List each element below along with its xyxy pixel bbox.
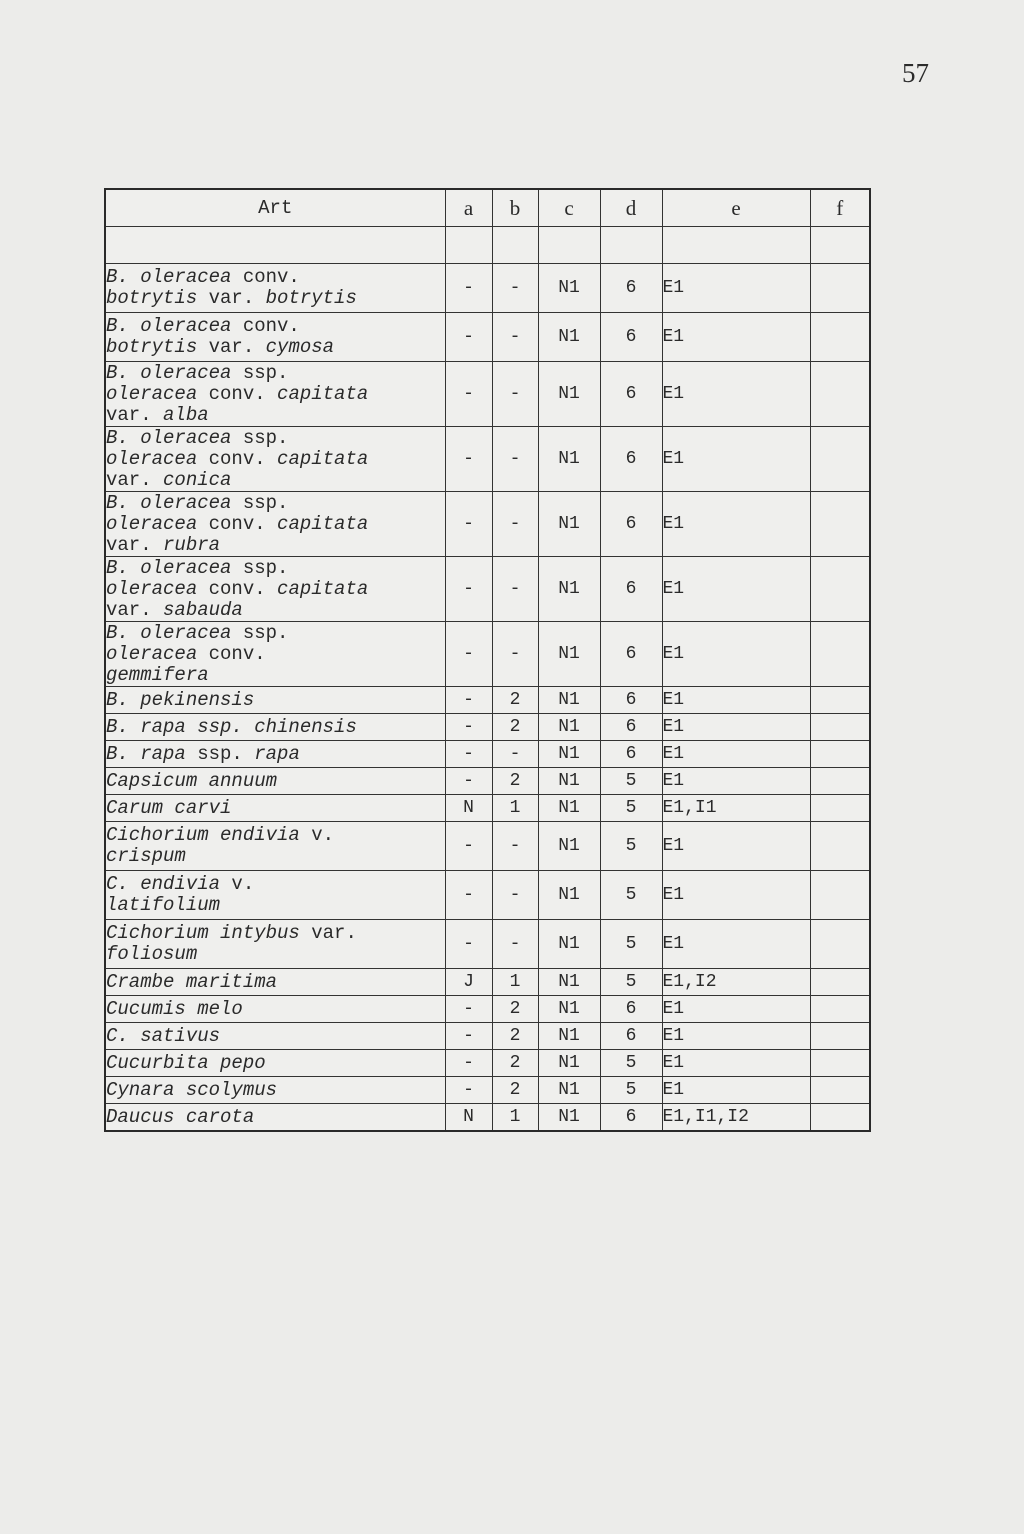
species-name-cell <box>105 1050 445 1077</box>
taxon-name-text: Cichorium endivia <box>106 824 312 846</box>
value-cell-e: E1 <box>662 1050 810 1077</box>
value-cell-e: E1,I1,I2 <box>662 1104 810 1132</box>
taxon-name-text: Carum carvi <box>106 796 232 819</box>
value-cell-c: N1 <box>538 969 600 996</box>
value-cell-d: 5 <box>600 1077 662 1104</box>
header-row <box>105 189 870 227</box>
species-name-cell <box>105 795 445 822</box>
value-cell-c: N1 <box>538 822 600 871</box>
rank-text: ssp. <box>242 361 289 384</box>
species-name-line <box>106 825 445 846</box>
value-cell-a: N <box>445 795 492 822</box>
value-cell-f <box>810 996 870 1023</box>
species-name-line <box>106 337 445 358</box>
value-cell-e: E1 <box>662 427 810 492</box>
species-name-cell <box>105 871 445 920</box>
value-cell-a: - <box>445 1023 492 1050</box>
species-name-line <box>106 999 445 1020</box>
taxon-name-text: capitata <box>277 577 369 600</box>
empty-cell <box>105 227 445 264</box>
taxon-name-text: B. oleracea <box>106 491 243 514</box>
taxon-name-text: latifolium <box>106 894 221 916</box>
taxon-name-text: oleracea <box>106 447 209 470</box>
value-cell-f <box>810 264 870 313</box>
species-name-line <box>106 384 445 405</box>
species-name-cell <box>105 920 445 969</box>
value-cell-a: - <box>445 313 492 362</box>
species-name-line <box>106 514 445 535</box>
table-row <box>105 492 870 557</box>
species-name-cell <box>105 427 445 492</box>
taxon-name-text: C. endivia <box>106 873 232 895</box>
taxon-name-text: gemmifera <box>106 663 209 686</box>
table-row <box>105 768 870 795</box>
value-cell-b: - <box>492 920 538 969</box>
species-name-line <box>106 895 445 916</box>
value-cell-b: - <box>492 557 538 622</box>
species-name-line <box>106 944 445 965</box>
value-cell-d: 6 <box>600 996 662 1023</box>
taxon-name-text: botrytis <box>265 287 357 309</box>
species-name-line <box>106 288 445 309</box>
value-cell-b: 2 <box>492 1050 538 1077</box>
value-cell-d: 6 <box>600 741 662 768</box>
value-cell-a: - <box>445 714 492 741</box>
value-cell-a: - <box>445 996 492 1023</box>
taxon-name-text: cymosa <box>265 336 335 358</box>
rank-text: ssp. <box>242 491 289 514</box>
taxon-name-text: oleracea <box>106 642 209 665</box>
value-cell-f <box>810 768 870 795</box>
taxon-name-text: B. oleracea <box>106 315 243 337</box>
value-cell-b: - <box>492 741 538 768</box>
species-name-cell <box>105 687 445 714</box>
value-cell-a: - <box>445 427 492 492</box>
value-cell-a: - <box>445 687 492 714</box>
species-name-cell <box>105 622 445 687</box>
taxon-name-text: capitata <box>277 512 369 535</box>
species-table <box>104 188 871 1132</box>
value-cell-a: - <box>445 822 492 871</box>
value-cell-c: N1 <box>538 687 600 714</box>
value-cell-c: N1 <box>538 362 600 427</box>
value-cell-c: N1 <box>538 996 600 1023</box>
rank-text: conv. <box>242 315 300 337</box>
empty-cell <box>492 227 538 264</box>
value-cell-e: E1,I2 <box>662 969 810 996</box>
taxon-name-text: Daucus carota <box>106 1105 255 1128</box>
value-cell-f <box>810 1104 870 1132</box>
value-cell-c: N1 <box>538 741 600 768</box>
species-name-cell <box>105 768 445 795</box>
value-cell-a: - <box>445 741 492 768</box>
value-cell-d: 6 <box>600 687 662 714</box>
value-cell-f <box>810 969 870 996</box>
value-cell-e: E1 <box>662 871 810 920</box>
taxon-name-text: B. oleracea <box>106 266 243 288</box>
empty-cell <box>662 227 810 264</box>
species-name-line <box>106 493 445 514</box>
value-cell-f <box>810 795 870 822</box>
value-cell-d: 6 <box>600 264 662 313</box>
value-cell-f <box>810 822 870 871</box>
value-cell-d: 5 <box>600 871 662 920</box>
value-cell-e: E1 <box>662 768 810 795</box>
value-cell-b: - <box>492 822 538 871</box>
species-name-cell <box>105 492 445 557</box>
species-name-line <box>106 428 445 449</box>
taxon-name-text: oleracea <box>106 382 209 405</box>
taxon-name-text: rubra <box>163 533 221 556</box>
rank-text: var. <box>311 922 357 944</box>
value-cell-a: - <box>445 768 492 795</box>
species-name-cell <box>105 741 445 768</box>
rank-text: ssp. <box>242 426 289 449</box>
value-cell-e: E1 <box>662 687 810 714</box>
species-name-line <box>106 846 445 867</box>
value-cell-a: N <box>445 1104 492 1132</box>
value-cell-f <box>810 313 870 362</box>
species-name-cell <box>105 557 445 622</box>
rank-text: conv. <box>242 266 300 288</box>
value-cell-f <box>810 741 870 768</box>
header-b: b <box>492 189 538 227</box>
value-cell-b: - <box>492 427 538 492</box>
value-cell-c: N1 <box>538 768 600 795</box>
rank-text: var. <box>208 287 266 309</box>
species-name-line <box>106 771 445 792</box>
taxon-name-text: Cichorium intybus <box>106 922 312 944</box>
value-cell-f <box>810 920 870 969</box>
species-name-line <box>106 874 445 895</box>
value-cell-a: - <box>445 1050 492 1077</box>
value-cell-d: 6 <box>600 557 662 622</box>
value-cell-f <box>810 362 870 427</box>
rank-text: conv. <box>208 577 278 600</box>
value-cell-d: 6 <box>600 714 662 741</box>
rank-text: var. <box>106 468 164 491</box>
species-name-line <box>106 1026 445 1047</box>
value-cell-b: 2 <box>492 1077 538 1104</box>
value-cell-e: E1 <box>662 622 810 687</box>
value-cell-f <box>810 492 870 557</box>
value-cell-c: N1 <box>538 264 600 313</box>
value-cell-c: N1 <box>538 313 600 362</box>
value-cell-e: E1 <box>662 714 810 741</box>
table-row <box>105 871 870 920</box>
value-cell-d: 5 <box>600 795 662 822</box>
species-name-line <box>106 558 445 579</box>
taxon-name-text: capitata <box>277 447 369 470</box>
rank-text: var. <box>208 336 266 358</box>
taxon-name-text: B. oleracea <box>106 361 243 384</box>
species-name-line <box>106 1080 445 1101</box>
value-cell-b: 1 <box>492 795 538 822</box>
value-cell-e: E1 <box>662 264 810 313</box>
value-cell-b: 2 <box>492 768 538 795</box>
species-name-line <box>106 623 445 644</box>
taxon-name-text: B. oleracea <box>106 426 243 449</box>
value-cell-a: - <box>445 264 492 313</box>
species-name-line <box>106 267 445 288</box>
table-row <box>105 822 870 871</box>
species-name-line <box>106 600 445 621</box>
page-number: 57 <box>902 58 929 88</box>
value-cell-e: E1 <box>662 920 810 969</box>
taxon-name-text: B. rapa <box>106 742 198 765</box>
value-cell-f <box>810 557 870 622</box>
value-cell-c: N1 <box>538 795 600 822</box>
rank-text: conv. <box>208 512 278 535</box>
value-cell-d: 5 <box>600 1050 662 1077</box>
value-cell-b: - <box>492 362 538 427</box>
value-cell-a: - <box>445 362 492 427</box>
rank-text: var. <box>106 403 164 426</box>
taxon-name-text: B. pekinensis <box>106 688 255 711</box>
value-cell-b: 1 <box>492 969 538 996</box>
value-cell-b: - <box>492 492 538 557</box>
value-cell-d: 5 <box>600 920 662 969</box>
value-cell-d: 5 <box>600 822 662 871</box>
table-row <box>105 1104 870 1132</box>
value-cell-b: 2 <box>492 714 538 741</box>
rank-text: ssp. <box>197 742 255 765</box>
species-name-cell <box>105 822 445 871</box>
value-cell-c: N1 <box>538 1023 600 1050</box>
value-cell-c: N1 <box>538 622 600 687</box>
species-name-line <box>106 470 445 491</box>
value-cell-f <box>810 1050 870 1077</box>
value-cell-d: 6 <box>600 1023 662 1050</box>
value-cell-b: 2 <box>492 996 538 1023</box>
table-row <box>105 622 870 687</box>
value-cell-e: E1 <box>662 492 810 557</box>
value-cell-c: N1 <box>538 920 600 969</box>
value-cell-e: E1 <box>662 362 810 427</box>
taxon-name-text: B. oleracea <box>106 556 243 579</box>
table-row <box>105 795 870 822</box>
empty-cell <box>600 227 662 264</box>
empty-cell <box>810 227 870 264</box>
species-name-line <box>106 717 445 738</box>
table-row <box>105 969 870 996</box>
value-cell-a: - <box>445 1077 492 1104</box>
value-cell-f <box>810 1023 870 1050</box>
value-cell-a: - <box>445 492 492 557</box>
rank-text: var. <box>106 533 164 556</box>
value-cell-d: 6 <box>600 427 662 492</box>
taxon-name-text: Crambe maritima <box>106 970 278 993</box>
species-name-cell <box>105 714 445 741</box>
table-row <box>105 714 870 741</box>
species-name-line <box>106 665 445 686</box>
taxon-name-text: alba <box>163 403 209 426</box>
taxon-name-text: conica <box>163 468 232 491</box>
table-row <box>105 557 870 622</box>
value-cell-e: E1 <box>662 741 810 768</box>
taxon-name-text: B. rapa ssp. chinensis <box>106 715 357 738</box>
rank-text: ssp. <box>242 621 289 644</box>
species-name-cell <box>105 362 445 427</box>
value-cell-e: E1 <box>662 822 810 871</box>
value-cell-a: - <box>445 871 492 920</box>
rank-text: conv. <box>208 382 278 405</box>
rank-text: conv. <box>208 447 278 470</box>
value-cell-d: 5 <box>600 969 662 996</box>
species-name-line <box>106 1053 445 1074</box>
species-name-line <box>106 923 445 944</box>
header-c: c <box>538 189 600 227</box>
table-row <box>105 1050 870 1077</box>
species-name-line <box>106 1107 445 1128</box>
species-name-line <box>106 449 445 470</box>
species-name-line <box>106 405 445 426</box>
taxon-name-text: Capsicum annuum <box>106 769 278 792</box>
value-cell-c: N1 <box>538 1104 600 1132</box>
table-row <box>105 1023 870 1050</box>
value-cell-e: E1 <box>662 313 810 362</box>
value-cell-f <box>810 687 870 714</box>
value-cell-b: - <box>492 871 538 920</box>
table-row <box>105 264 870 313</box>
species-name-line <box>106 363 445 384</box>
taxon-name-text: B. oleracea <box>106 621 243 644</box>
empty-spacer-row <box>105 227 870 264</box>
rank-text: var. <box>106 598 164 621</box>
value-cell-e: E1 <box>662 1023 810 1050</box>
value-cell-a: - <box>445 557 492 622</box>
table-row <box>105 427 870 492</box>
value-cell-f <box>810 1077 870 1104</box>
taxon-name-text: C. sativus <box>106 1024 221 1047</box>
value-cell-c: N1 <box>538 714 600 741</box>
empty-cell <box>538 227 600 264</box>
header-art: Art <box>105 189 445 227</box>
header-d: d <box>600 189 662 227</box>
value-cell-b: - <box>492 313 538 362</box>
rank-text: ssp. <box>242 556 289 579</box>
value-cell-c: N1 <box>538 492 600 557</box>
species-name-cell <box>105 1077 445 1104</box>
rank-text: conv. <box>208 642 266 665</box>
value-cell-b: - <box>492 622 538 687</box>
species-name-line <box>106 690 445 711</box>
taxon-name-text: Cucurbita pepo <box>106 1051 266 1074</box>
rank-text: v. <box>311 824 335 846</box>
taxon-name-text: oleracea <box>106 577 209 600</box>
value-cell-e: E1 <box>662 1077 810 1104</box>
species-name-cell <box>105 1104 445 1132</box>
species-name-line <box>106 744 445 765</box>
taxon-name-text: oleracea <box>106 512 209 535</box>
table-row <box>105 362 870 427</box>
value-cell-c: N1 <box>538 1050 600 1077</box>
value-cell-b: - <box>492 264 538 313</box>
value-cell-e: E1,I1 <box>662 795 810 822</box>
taxon-name-text: botrytis <box>106 287 209 309</box>
value-cell-b: 1 <box>492 1104 538 1132</box>
value-cell-b: 2 <box>492 687 538 714</box>
value-cell-a: - <box>445 622 492 687</box>
value-cell-a: J <box>445 969 492 996</box>
species-name-cell <box>105 264 445 313</box>
table-row <box>105 996 870 1023</box>
value-cell-f <box>810 871 870 920</box>
species-name-line <box>106 535 445 556</box>
value-cell-c: N1 <box>538 557 600 622</box>
header-a: a <box>445 189 492 227</box>
table-row <box>105 1077 870 1104</box>
species-name-cell <box>105 313 445 362</box>
value-cell-e: E1 <box>662 996 810 1023</box>
species-name-line <box>106 579 445 600</box>
value-cell-c: N1 <box>538 427 600 492</box>
taxon-name-text: sabauda <box>163 598 243 621</box>
species-name-cell <box>105 969 445 996</box>
species-name-cell <box>105 996 445 1023</box>
table-row <box>105 313 870 362</box>
taxon-name-text: foliosum <box>106 943 198 965</box>
value-cell-c: N1 <box>538 871 600 920</box>
value-cell-b: 2 <box>492 1023 538 1050</box>
species-name-cell <box>105 1023 445 1050</box>
value-cell-d: 6 <box>600 362 662 427</box>
value-cell-d: 6 <box>600 622 662 687</box>
species-name-line <box>106 644 445 665</box>
header-e: e <box>662 189 810 227</box>
taxon-name-text: Cynara scolymus <box>106 1078 278 1101</box>
value-cell-d: 5 <box>600 768 662 795</box>
value-cell-f <box>810 622 870 687</box>
species-name-line <box>106 798 445 819</box>
value-cell-f <box>810 427 870 492</box>
value-cell-e: E1 <box>662 557 810 622</box>
taxon-name-text: crispum <box>106 845 186 867</box>
value-cell-d: 6 <box>600 492 662 557</box>
species-name-line <box>106 316 445 337</box>
taxon-name-text: capitata <box>277 382 369 405</box>
table-row <box>105 920 870 969</box>
taxon-name-text: rapa <box>254 742 300 765</box>
header-f: f <box>810 189 870 227</box>
value-cell-a: - <box>445 920 492 969</box>
table-row <box>105 741 870 768</box>
value-cell-f <box>810 714 870 741</box>
rank-text: v. <box>231 873 255 895</box>
taxon-name-text: Cucumis melo <box>106 997 243 1020</box>
table-row <box>105 687 870 714</box>
table-body <box>105 227 870 1132</box>
taxon-name-text: botrytis <box>106 336 209 358</box>
value-cell-d: 6 <box>600 313 662 362</box>
empty-cell <box>445 227 492 264</box>
value-cell-d: 6 <box>600 1104 662 1132</box>
value-cell-c: N1 <box>538 1077 600 1104</box>
species-name-line <box>106 972 445 993</box>
